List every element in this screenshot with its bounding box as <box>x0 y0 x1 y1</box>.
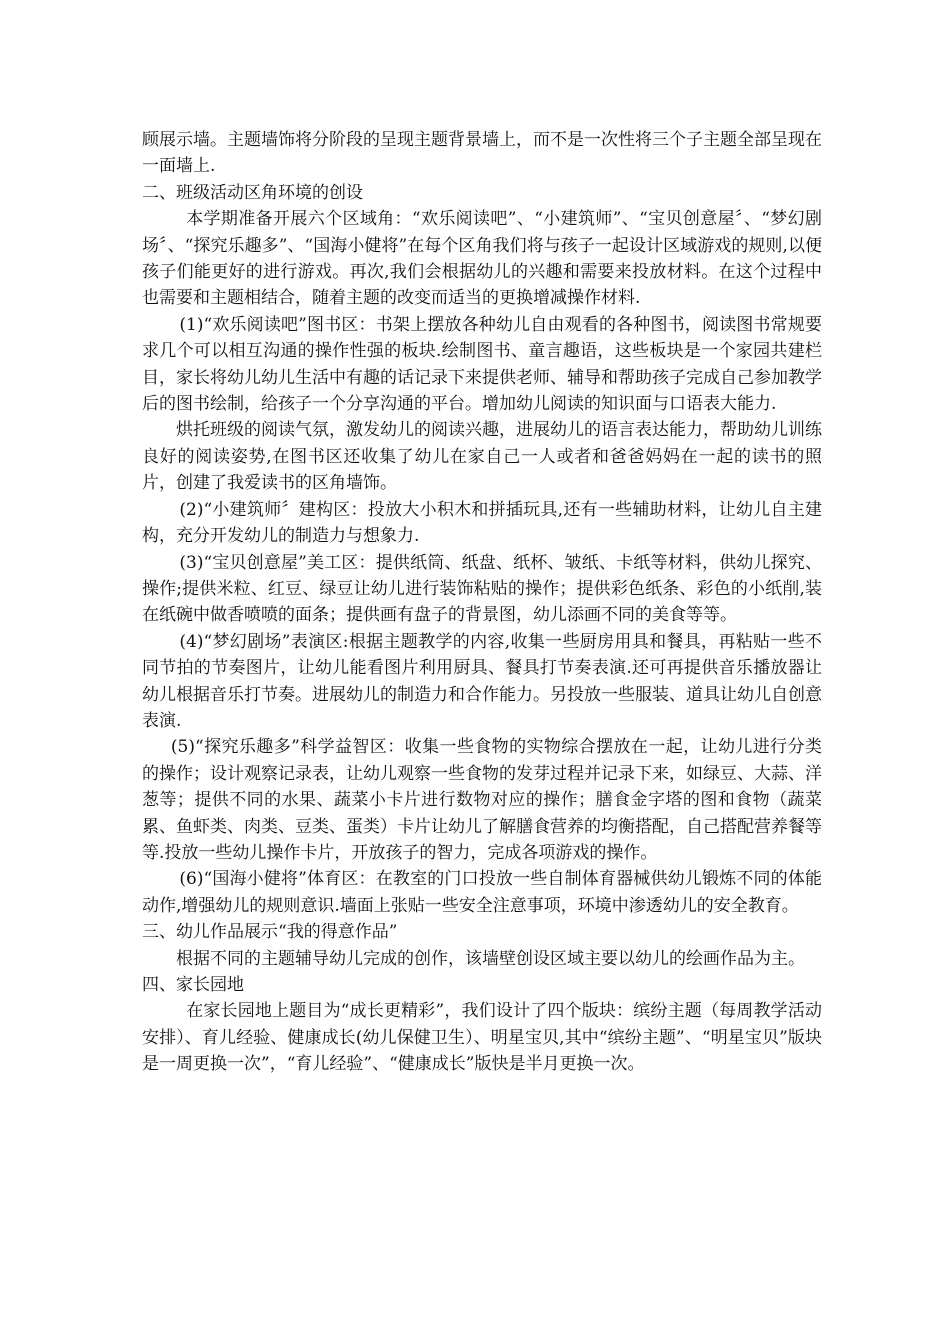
paragraph-reading-atmosphere: 烘托班级的阅读气氛，激发幼儿的阅读兴趣，进展幼儿的语言表达能力，帮助幼儿训练良好的阅读姿势,在图书区还收集了幼儿在家自己一人或者和爸爸妈妈在一起的读书的照片，创建了我爱读书的区角墙饰。 <box>142 420 822 494</box>
paragraph-intro: 顾展示墙。主题墙饰将分阶段的呈现主题背景墙上，而不是一次性将三个子主题全部呈现在一面墙上. <box>142 130 822 177</box>
paragraph-science-area: (5)“探究乐趣多”科学益智区：收集一些食物的实物综合摆放在一起，让幼儿进行分类的操作；设计观察记录表，让幼儿观察一些食物的发芽过程并记录下来，如绿豆、大蒜、洋葱等；提供不同的水果、蔬菜小卡片进行数物对应的操作；膳食金字塔的图和食物（蔬菜累、鱼虾类、肉类、豆类、蛋类）卡片让幼儿了解膳食营养的均衡搭配，自己搭配营养餐等等.投放一些幼儿操作卡片，开放孩子的智力，完成各项游戏的操作。 <box>142 737 822 863</box>
paragraph-performance-area: (4)“梦幻剧场”表演区:根据主题教学的内容,收集一些厨房用具和餐具，再粘贴一些不同节拍的节奏图片，让幼儿能看图片利用厨具、餐具打节奏表演.还可再提供音乐播放器让幼儿根据音乐打节奏。进展幼儿的制造力和合作能力。另投放一些服装、道具让幼儿自创意表演. <box>142 631 822 731</box>
paragraph-works-display: 根据不同的主题辅导幼儿完成的创作，该墙壁创设区域主要以幼儿的绘画作品为主。 <box>176 948 805 969</box>
paragraph-areas-overview: 本学期准备开展六个区域角：“欢乐阅读吧”、“小建筑师”、“宝贝创意屋〞、“梦幻剧场〞、“探究乐趣多”、“国海小健将”在每个区角我们将与孩子一起设计区域游戏的规则,以便孩子们能更好的进行游戏。再次,我们会根据幼儿的兴趣和需要来投放材料。在这个过程中也需要和主题相结合，随着主题的改变而适当的更换增减操作材料. <box>142 209 822 309</box>
paragraph-art-area: (3)“宝贝创意屋”美工区：提供纸筒、纸盘、纸杯、皱纸、卡纸等材料，供幼儿探究、操作;提供米粒、红豆、绿豆让幼儿进行装饰粘贴的操作；提供彩色纸条、彩色的小纸削,装在纸碗中做香喷喷的面条；提供画有盘子的背景图，幼儿添画不同的美食等等。 <box>142 552 822 626</box>
heading-section-three: 三、幼儿作品展示“我的得意作品” <box>142 922 398 943</box>
document-body <box>142 127 822 1078</box>
paragraph-sports-area: (6)“国海小健将”体育区：在教室的门口投放一些自制体育器械供幼儿锻炼不同的体能动作,增强幼儿的规则意识.墙面上张贴一些安全注意事项，环境中渗透幼儿的安全教育。 <box>142 869 822 916</box>
paragraph-building-area: (2)“小建筑师〞建构区：投放大小积木和拼插玩具,还有一些辅助材料，让幼儿自主建构，充分开发幼儿的制造力与想象力. <box>142 499 822 547</box>
paragraph-parents-corner: 在家长园地上题目为“成长更精彩”，我们设计了四个版块：缤纷主题（每周教学活动安排）、育儿经验、健康成长(幼儿保健卫生）、明星宝贝,其中“缤纷主题”、“明星宝贝”版块是一周更换一次”，“育儿经验”、“健康成长”版快是半月更换一次。 <box>142 1001 822 1075</box>
heading-section-four: 四、家长园地 <box>142 975 244 995</box>
paragraph-reading-area: (1)“欢乐阅读吧”图书区：书架上摆放各种幼儿自由观看的各种图书，阅读图书常规要求几个可以相互沟通的操作性强的板块.绘制图书、童言趣语，这些板块是一个家园共建栏目，家长将幼儿幼儿生活中有趣的话记录下来提供老师、辅导和帮助孩子完成自己参加教学后的图书绘制，给孩子一个分享沟通的平台。增加幼儿阅读的知识面与口语表大能力. <box>142 314 822 415</box>
heading-section-two: 二、班级活动区角环境的创设 <box>142 182 363 203</box>
